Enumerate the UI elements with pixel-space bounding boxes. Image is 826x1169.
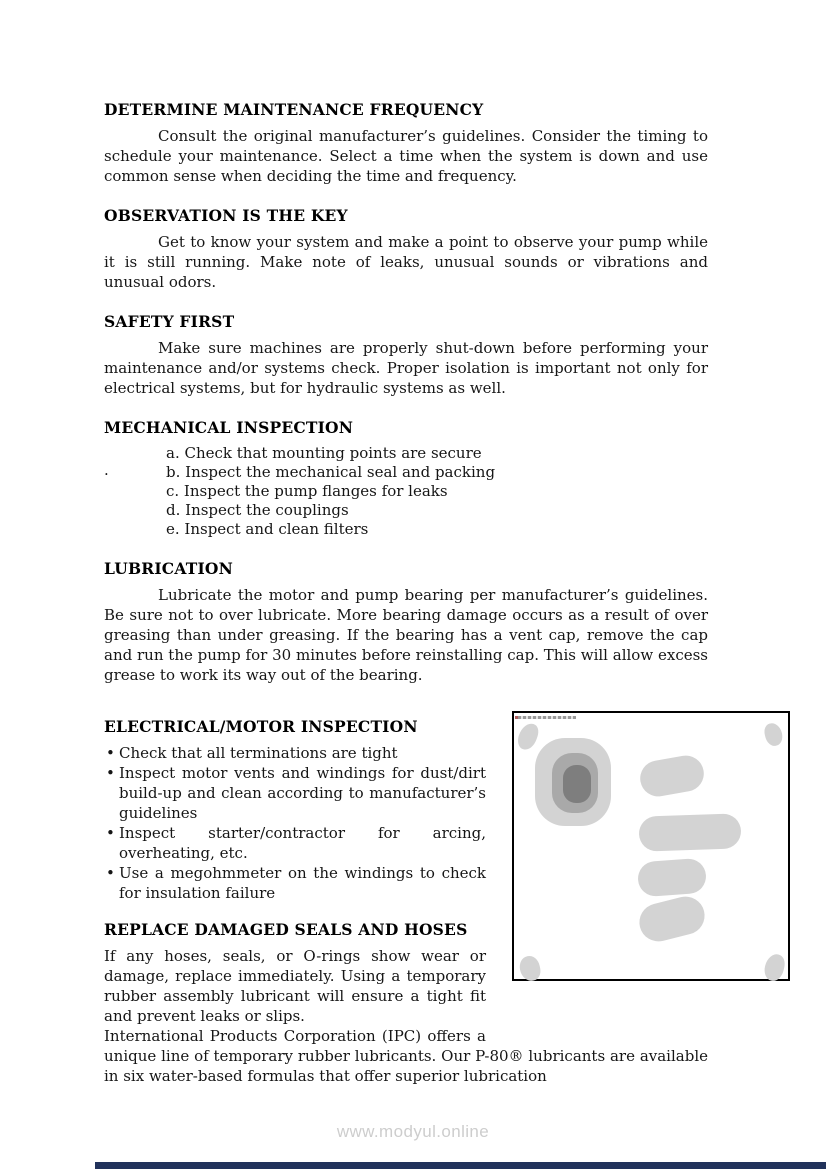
stray-period-mark: . xyxy=(104,461,109,479)
section-frequency xyxy=(104,100,708,186)
heading-replace-damaged-seals: REPLACE DAMAGED SEALS AND HOSES xyxy=(104,920,468,939)
paragraph-lubrication: Lubricate the motor and pump bearing per manufacturer’s guidelines. Be sure not to over lubricate. More bearing damage occurs as a result of over greasing than under greasing. If the bearing has a vent cap, remove the cap and run the pump for 30 minutes before reinstalling cap. This will allow excess grease to work its way out of the bearing. xyxy=(104,586,708,684)
list-item: b. Inspect the mechanical seal and packing xyxy=(166,463,496,481)
photo-microtext-line xyxy=(518,716,576,719)
bullet-item: • Inspect motor vents and windings for dust/dirt build-up and clean according to manufacturer’s guidelines xyxy=(104,763,708,823)
section-lubrication xyxy=(104,559,708,685)
heading-determine-maintenance-frequency: DETERMINE MAINTENANCE FREQUENCY xyxy=(104,100,484,119)
list-item: e. Inspect and clean filters xyxy=(166,520,369,538)
section-electrical-and-replace xyxy=(104,717,708,1086)
bullet-item: • Check that all terminations are tight xyxy=(104,743,708,763)
next-page-edge-bar xyxy=(95,1162,826,1169)
document-content xyxy=(104,100,708,1086)
list-item: a. Check that mounting points are secure xyxy=(166,444,482,462)
photo-corner-blob-bottom-right xyxy=(762,952,787,983)
list-item: d. Inspect the couplings xyxy=(166,501,349,519)
mechanical-list-wrap xyxy=(104,444,708,539)
heading-safety-first: SAFETY FIRST xyxy=(104,312,235,331)
site-watermark: www.modyul.online xyxy=(336,1122,490,1141)
paragraph-frequency: Consult the original manufacturer’s guidelines. Consider the timing to schedule your maintenance. Select a time when the system is down and use common sense when deciding the time and frequency. xyxy=(104,127,708,185)
list-item: c. Inspect the pump flanges for leaks xyxy=(166,482,448,500)
paragraph-replace-1: If any hoses, seals, or O-rings show wear or damage, replace immediately. Using a temporary rubber assembly lubricant will ensure a tight fit and prevent leaks or slips. xyxy=(104,947,486,1025)
electrical-bullet-list xyxy=(104,743,708,903)
heading-lubrication: LUBRICATION xyxy=(104,559,233,578)
heading-electrical-motor-inspection: ELECTRICAL/MOTOR INSPECTION xyxy=(104,717,418,736)
paragraph-observation: Get to know your system and make a point to observe your pump while it is still running. Make note of leaks, unusual sounds or vibrations and unusual odors. xyxy=(104,233,708,291)
photo-microtext-dot xyxy=(515,716,518,719)
bullet-item: • Use a megohmmeter on the windings to check for insulation failure xyxy=(104,863,708,903)
paragraph-replace-2: International Products Corporation (IPC) offers a unique line of temporary rubber lubricants. Our P-80® lubricants are available in six water-based formulas that offer superior lubrication xyxy=(104,1027,708,1085)
photo-corner-blob-bottom-left xyxy=(518,954,543,983)
section-mechanical xyxy=(104,418,708,539)
photo-corner-blob-top-right xyxy=(762,721,784,747)
section-safety xyxy=(104,312,708,398)
heading-observation-is-the-key: OBSERVATION IS THE KEY xyxy=(104,206,348,225)
bullet-item: • Inspect starter/contractor for arcing, overheating, etc. xyxy=(104,823,708,863)
paragraph-safety: Make sure machines are properly shut-down before performing your maintenance and/or systems check. Proper isolation is important not only for electrical systems, but for hydraulic systems as well. xyxy=(104,339,708,397)
section-observation xyxy=(104,206,708,292)
heading-mechanical-inspection: MECHANICAL INSPECTION xyxy=(104,418,354,437)
mechanical-checklist xyxy=(166,444,708,539)
